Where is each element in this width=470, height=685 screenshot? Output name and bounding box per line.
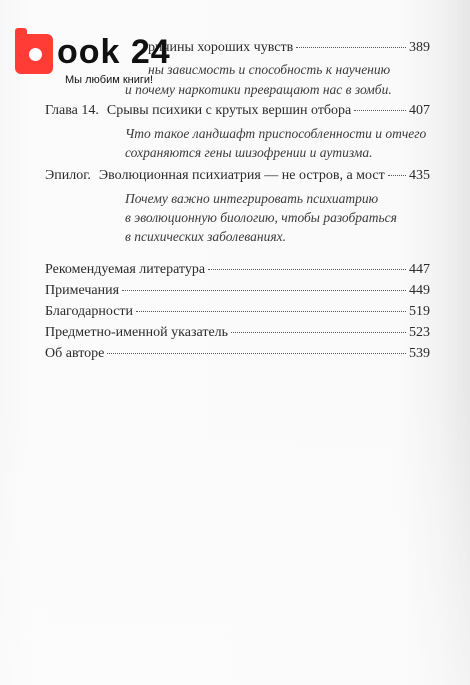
toc-entry-index [45,325,430,341]
book24-tagline: Мы любим книги! [65,74,154,86]
toc-entry-prefix: Эпилог. [45,168,91,183]
toc-entry-page: 407 [409,103,430,118]
toc-entry-subtitle-line: Почему важно интегрировать психиатрию [125,191,379,206]
book24-logo-text: ook 24 [57,33,171,71]
toc-entry-page: 539 [409,346,430,361]
toc-entry-title: Примечания [45,283,120,298]
toc-entry-recommended-reading [45,262,430,278]
toc-entry-about-author [45,346,430,362]
toc-entry-page: 523 [409,325,430,340]
leader-dots [107,353,406,354]
toc-entry-epilogue [45,168,430,184]
toc-entry-page: 449 [409,283,430,298]
toc-entry-page: 389 [409,40,430,55]
toc-entry-subtitle-line: сохраняются гены шизофрении и аутизма. [125,145,373,160]
toc-entry-subtitle-line: ны зависмость и способность к научению [148,62,391,77]
leader-dots [354,110,406,111]
toc-entry-title: Эволюционная психиатрия — не остров, а мост [98,168,385,183]
toc-entry-page: 447 [409,262,430,277]
toc-entry-subtitle-line: Что такое ландшафт приспособленности и отчего [125,126,427,141]
toc-entry-title: Срывы психики с крутых вершин отбора [106,103,352,118]
leader-dots [296,47,406,48]
toc-entry-title: Предметно-именной указатель [45,325,229,340]
toc-entry-acknowledgements [45,304,430,320]
toc-entry-title: Об авторе [45,346,105,361]
toc-entry-subtitle-line: в психических заболеваниях. [125,229,287,244]
page-shading [0,380,470,685]
toc-entry-chapter-14 [45,103,430,119]
book24-logo-mark [15,34,53,74]
toc-entry-title: Рекомендуемая литература [45,262,206,277]
leader-dots [388,175,406,176]
toc-entry-prefix: Глава 14. [45,103,99,118]
leader-dots [231,332,406,333]
book24-logo [15,34,175,92]
toc-entry-subtitle-line: и почему наркотики превращают нас в зомби. [125,82,392,97]
leader-dots [136,311,406,312]
toc-entry-page: 519 [409,304,430,319]
toc-entry-title: ричины хороших чувств [148,40,294,55]
leader-dots [122,290,406,291]
toc-entry-good-feelings [148,40,430,56]
toc-entry-subtitle-line: в эволюционную биологию, чтобы разобраться [125,210,397,225]
toc-entry-notes [45,283,430,299]
toc-entry-title: Благодарности [45,304,134,319]
toc-entry-page: 435 [409,168,430,183]
leader-dots [208,269,406,270]
